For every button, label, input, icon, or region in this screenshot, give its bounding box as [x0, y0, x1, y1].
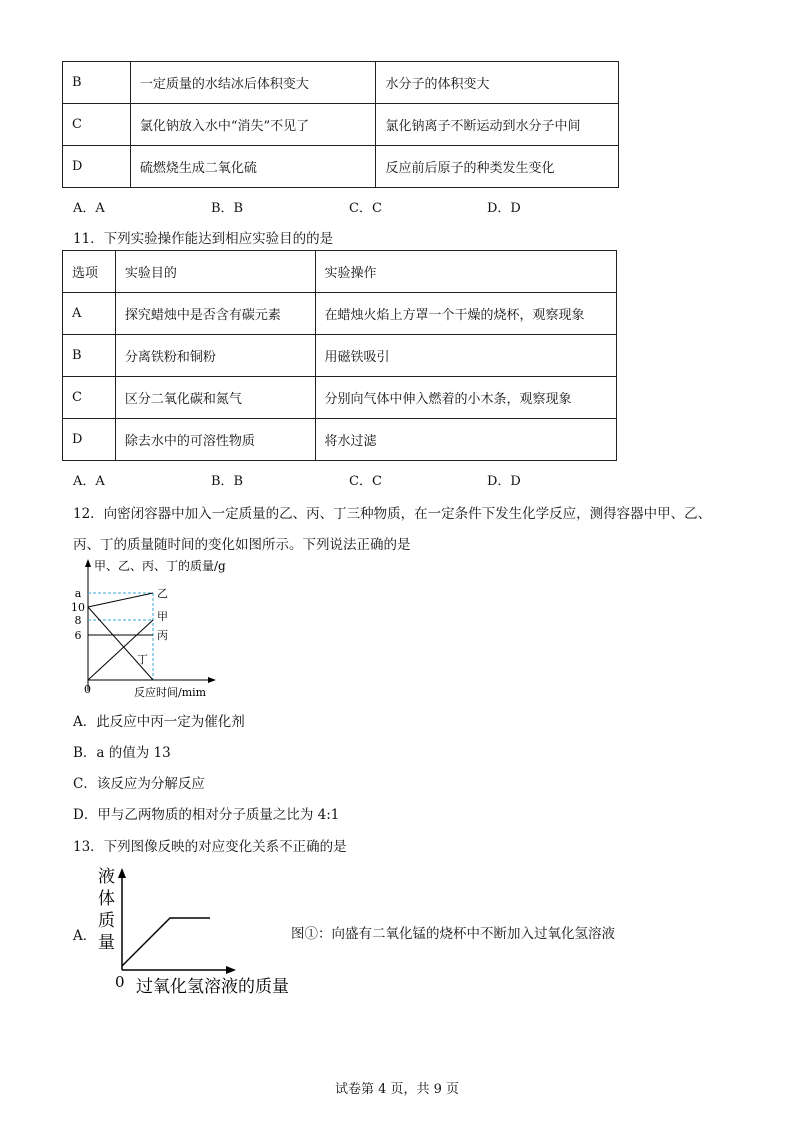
table-cell: 一定质量的水结冰后体积变大	[130, 62, 376, 104]
q13-option-a-label[interactable]: A．	[73, 928, 97, 944]
q12-mass-time-graph	[62, 556, 262, 701]
table-cell: 探究蜡烛中是否含有碳元素	[115, 293, 315, 335]
table-cell: 区分二氧化碳和氮气	[115, 377, 315, 419]
y-axis-label: 甲、乙、丙、丁的质量/g	[94, 559, 226, 573]
table-cell: C	[63, 377, 116, 419]
y-axis-arrow	[85, 559, 91, 567]
x-axis-arrow	[226, 966, 236, 974]
x-axis-label: 过氧化氢溶液的质量	[136, 977, 289, 997]
column-header: 选项	[63, 251, 116, 293]
option-c[interactable]: C．C	[349, 474, 382, 489]
line-jia	[88, 620, 153, 680]
y-label-char: 质	[98, 911, 115, 931]
table-row	[63, 377, 617, 419]
option-b[interactable]: B．B	[211, 474, 244, 489]
y-label-char: 量	[98, 933, 115, 953]
column-header: 实验操作	[315, 251, 616, 293]
q13-stem: 13．下列图像反映的对应变化关系不正确的是	[73, 839, 347, 855]
page-footer: 试卷第 4 页，共 9 页	[334, 1082, 460, 1097]
q11-stem: 11．下列实验操作能达到相应实验目的的是	[73, 231, 334, 247]
table-cell: D	[63, 419, 116, 461]
y-axis-arrow	[118, 868, 126, 878]
x-axis-label: 反应时间/mim	[134, 686, 207, 699]
option-a[interactable]: A．A	[73, 474, 105, 489]
series-label-yi: 乙	[157, 587, 168, 600]
line-ding	[88, 607, 153, 680]
table-cell: 水分子的体积变大	[376, 62, 619, 104]
y-tick-8: 8	[74, 614, 82, 627]
table-cell: 分别向气体中伸入燃着的小木条，观察现象	[315, 377, 616, 419]
table-header-row	[63, 251, 617, 293]
q13-graph-1	[90, 862, 305, 1002]
series-label-jia: 甲	[157, 610, 168, 623]
y-label-char: 体	[98, 889, 115, 909]
table-cell: 分离铁粉和铜粉	[115, 335, 315, 377]
option-b[interactable]: B．B	[211, 201, 244, 216]
option-a[interactable]: A．A	[73, 201, 105, 216]
table-row	[63, 419, 617, 461]
q12-stem-line2: 丙、丁的质量随时间的变化如图所示。下列说法正确的是	[73, 537, 411, 553]
table-cell: 氯化钠放入水中“消失”不见了	[130, 104, 376, 146]
table-cell: C	[63, 104, 131, 146]
column-header: 实验目的	[115, 251, 315, 293]
table-cell: 除去水中的可溶性物质	[115, 419, 315, 461]
option-d[interactable]: D．D	[487, 201, 521, 216]
q12-option-b[interactable]: B．a 的值为 13	[73, 745, 171, 761]
curve	[122, 918, 210, 966]
y-tick-10: 10	[71, 601, 85, 614]
table-cell: D	[63, 146, 131, 188]
q12-stem-line1: 12．向密闭容器中加入一定质量的乙、丙、丁三种物质，在一定条件下发生化学反应，测得容器中甲、乙、	[73, 506, 712, 522]
origin-label: 0	[115, 973, 125, 991]
table-cell: 反应前后原子的种类发生变化	[376, 146, 619, 188]
q12-option-c[interactable]: C．该反应为分解反应	[73, 776, 205, 792]
q11-table	[62, 250, 617, 461]
origin-label: 0	[84, 683, 91, 696]
y-tick-a: a	[74, 587, 82, 600]
table-row	[63, 104, 619, 146]
q12-option-a[interactable]: A．此反应中丙一定为催化剂	[73, 714, 245, 730]
table-cell: 用磁铁吸引	[315, 335, 616, 377]
q13-graph-1-caption: 图①：向盛有二氧化锰的烧杯中不断加入过氧化氢溶液	[291, 926, 615, 942]
table-row	[63, 146, 619, 188]
table-row	[63, 62, 619, 104]
table-cell: A	[63, 293, 116, 335]
series-label-bing: 丙	[157, 629, 168, 642]
series-label-ding: 丁	[137, 653, 148, 666]
line-yi	[88, 593, 153, 607]
table-row	[63, 293, 617, 335]
option-c[interactable]: C．C	[349, 201, 382, 216]
table-cell: 氯化钠离子不断运动到水分子中间	[376, 104, 619, 146]
table-cell: 在蜡烛火焰上方罩一个干燥的烧杯，观察现象	[315, 293, 616, 335]
table-cell: 将水过滤	[315, 419, 616, 461]
table-row	[63, 335, 617, 377]
x-axis-arrow	[208, 677, 216, 683]
option-d[interactable]: D．D	[487, 474, 521, 489]
table-cell: 硫燃烧生成二氧化硫	[130, 146, 376, 188]
y-label-char: 液	[98, 867, 115, 887]
q12-option-d[interactable]: D．甲与乙两物质的相对分子质量之比为 4:1	[73, 807, 340, 823]
y-tick-6: 6	[74, 629, 82, 642]
table-cell: B	[63, 62, 131, 104]
q10-table	[62, 61, 619, 188]
table-cell: B	[63, 335, 116, 377]
